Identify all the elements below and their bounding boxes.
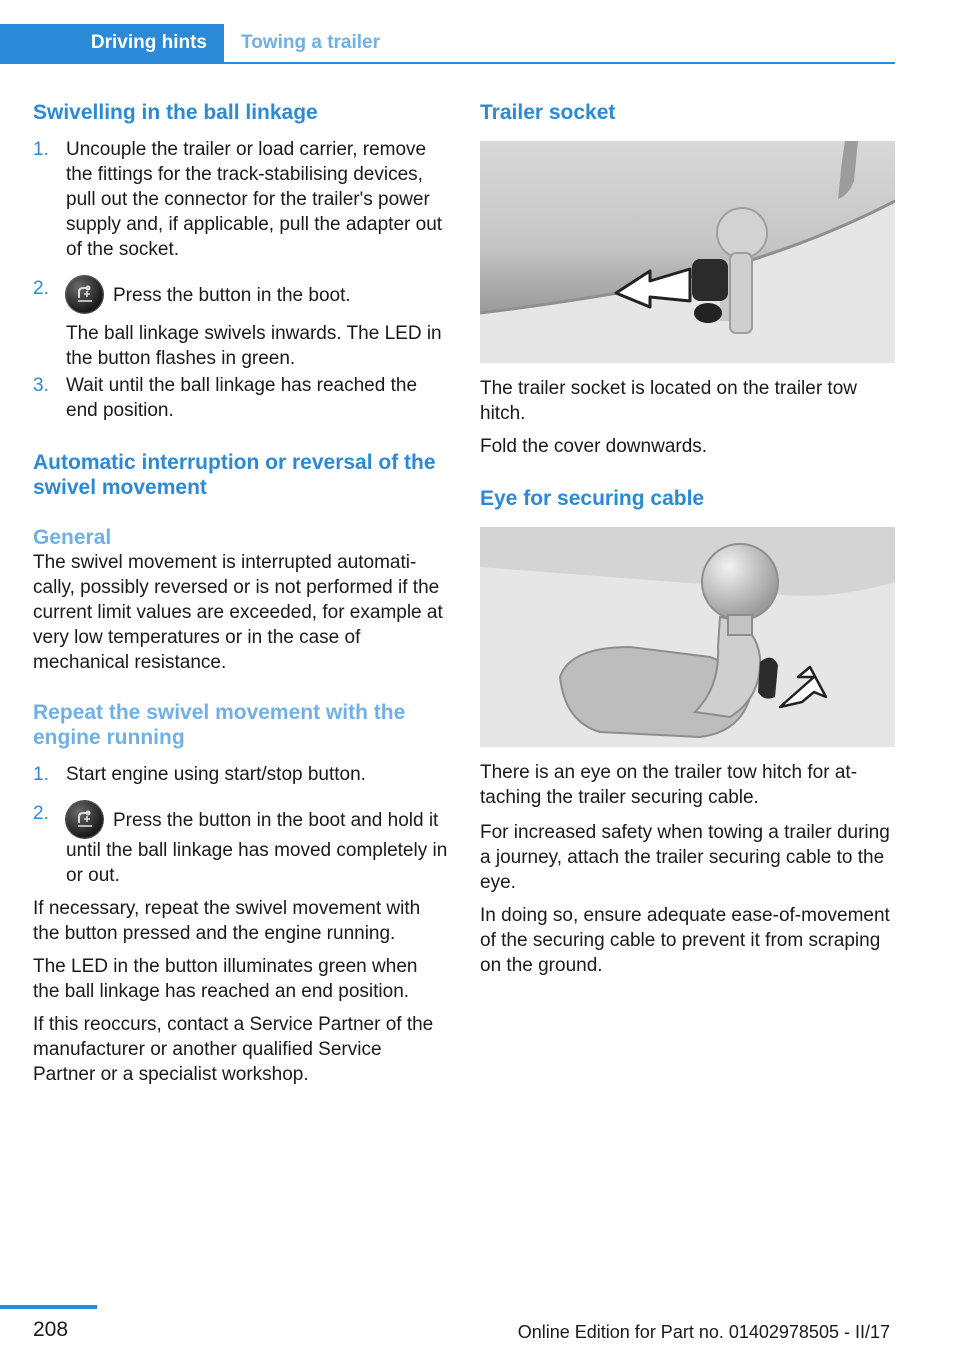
heading-general: General — [33, 526, 112, 549]
tab-towing-a-trailer[interactable]: Towing a trailer — [241, 32, 381, 53]
left-column — [33, 100, 448, 1087]
heading-repeat-swivel: Repeat the swivel movement with the engine running — [33, 701, 406, 749]
eye-text: There is an eye on the trailer tow hitch for attaching the trailer securing cable. — [480, 762, 858, 808]
heading-automatic-interruption: Automatic interruption or reversal of the swivel movement — [33, 451, 436, 499]
list-item — [33, 137, 448, 262]
step-subtext: The ball linkage swivels inwards. The LED in the button flashes in green. — [66, 323, 442, 369]
paragraph: If necessary, repeat the swivel movement with the button pressed and the engine running. — [33, 898, 421, 944]
list-item — [33, 373, 448, 423]
footer-accent-line — [0, 1305, 97, 1309]
paragraph: The LED in the button illuminates green when the ball linkage has reached an end position. — [33, 956, 418, 1002]
list-item — [33, 276, 448, 371]
step-text: Start engine using start/stop button. — [66, 764, 366, 785]
general-text: The swivel movement is interrupted automatically, possibly reversed or is not performed if the current limit values are exceeded, for example at very low temperatures or in the case of mechanical resistance. — [33, 552, 443, 673]
step-text: Uncouple the trailer or load carrier, remove the fittings for the track-stabilising devices, pull out the connector for the trailer's power supply and, if applicable, pull the adapter out of the socket. — [66, 139, 443, 260]
trailer-socket-image — [480, 141, 895, 363]
eye-text: In doing so, ensure adequate ease-of-movement of the securing cable to prevent it from scraping on the ground. — [480, 905, 890, 976]
tab-driving-hints[interactable]: Driving hints — [0, 24, 224, 62]
heading-trailer-socket: Trailer socket — [480, 101, 616, 124]
list-item — [33, 801, 448, 888]
step-text: Wait until the ball linkage has reached the end position. — [66, 375, 418, 421]
step-number: 2. — [33, 803, 49, 824]
step-number: 3. — [33, 375, 49, 396]
securing-cable-eye-image — [480, 527, 895, 747]
trailer-hitch-button-icon — [66, 801, 103, 838]
step-number: 2. — [33, 278, 49, 299]
trailer-hitch-button-icon — [66, 276, 103, 313]
socket-text: The trailer socket is located on the trailer tow hitch. — [480, 378, 858, 424]
paragraph: If this reoccurs, contact a Service Partner of the manufacturer or another qualified Service Partner or a specialist workshop. — [33, 1014, 434, 1085]
edition-text: Online Edition for Part no. 01402978505 - II/17 — [517, 1322, 890, 1342]
step-text: Press the button in the boot. — [113, 285, 351, 306]
heading-swivelling: Swivelling in the ball linkage — [33, 101, 318, 124]
step-text: Press the button in the boot and hold it until the ball linkage has moved completely in or out. — [66, 810, 448, 886]
page-number: 208 — [33, 1318, 69, 1341]
socket-text: Fold the cover downwards. — [480, 436, 708, 457]
eye-text: For increased safety when towing a trailer during a journey, attach the trailer securing cable to the eye. — [480, 822, 890, 893]
step-number: 1. — [33, 764, 49, 785]
header-tabbar — [0, 24, 895, 64]
right-column — [480, 100, 895, 978]
heading-eye-securing-cable: Eye for securing cable — [480, 487, 705, 510]
step-number: 1. — [33, 139, 49, 160]
list-item — [33, 762, 448, 787]
